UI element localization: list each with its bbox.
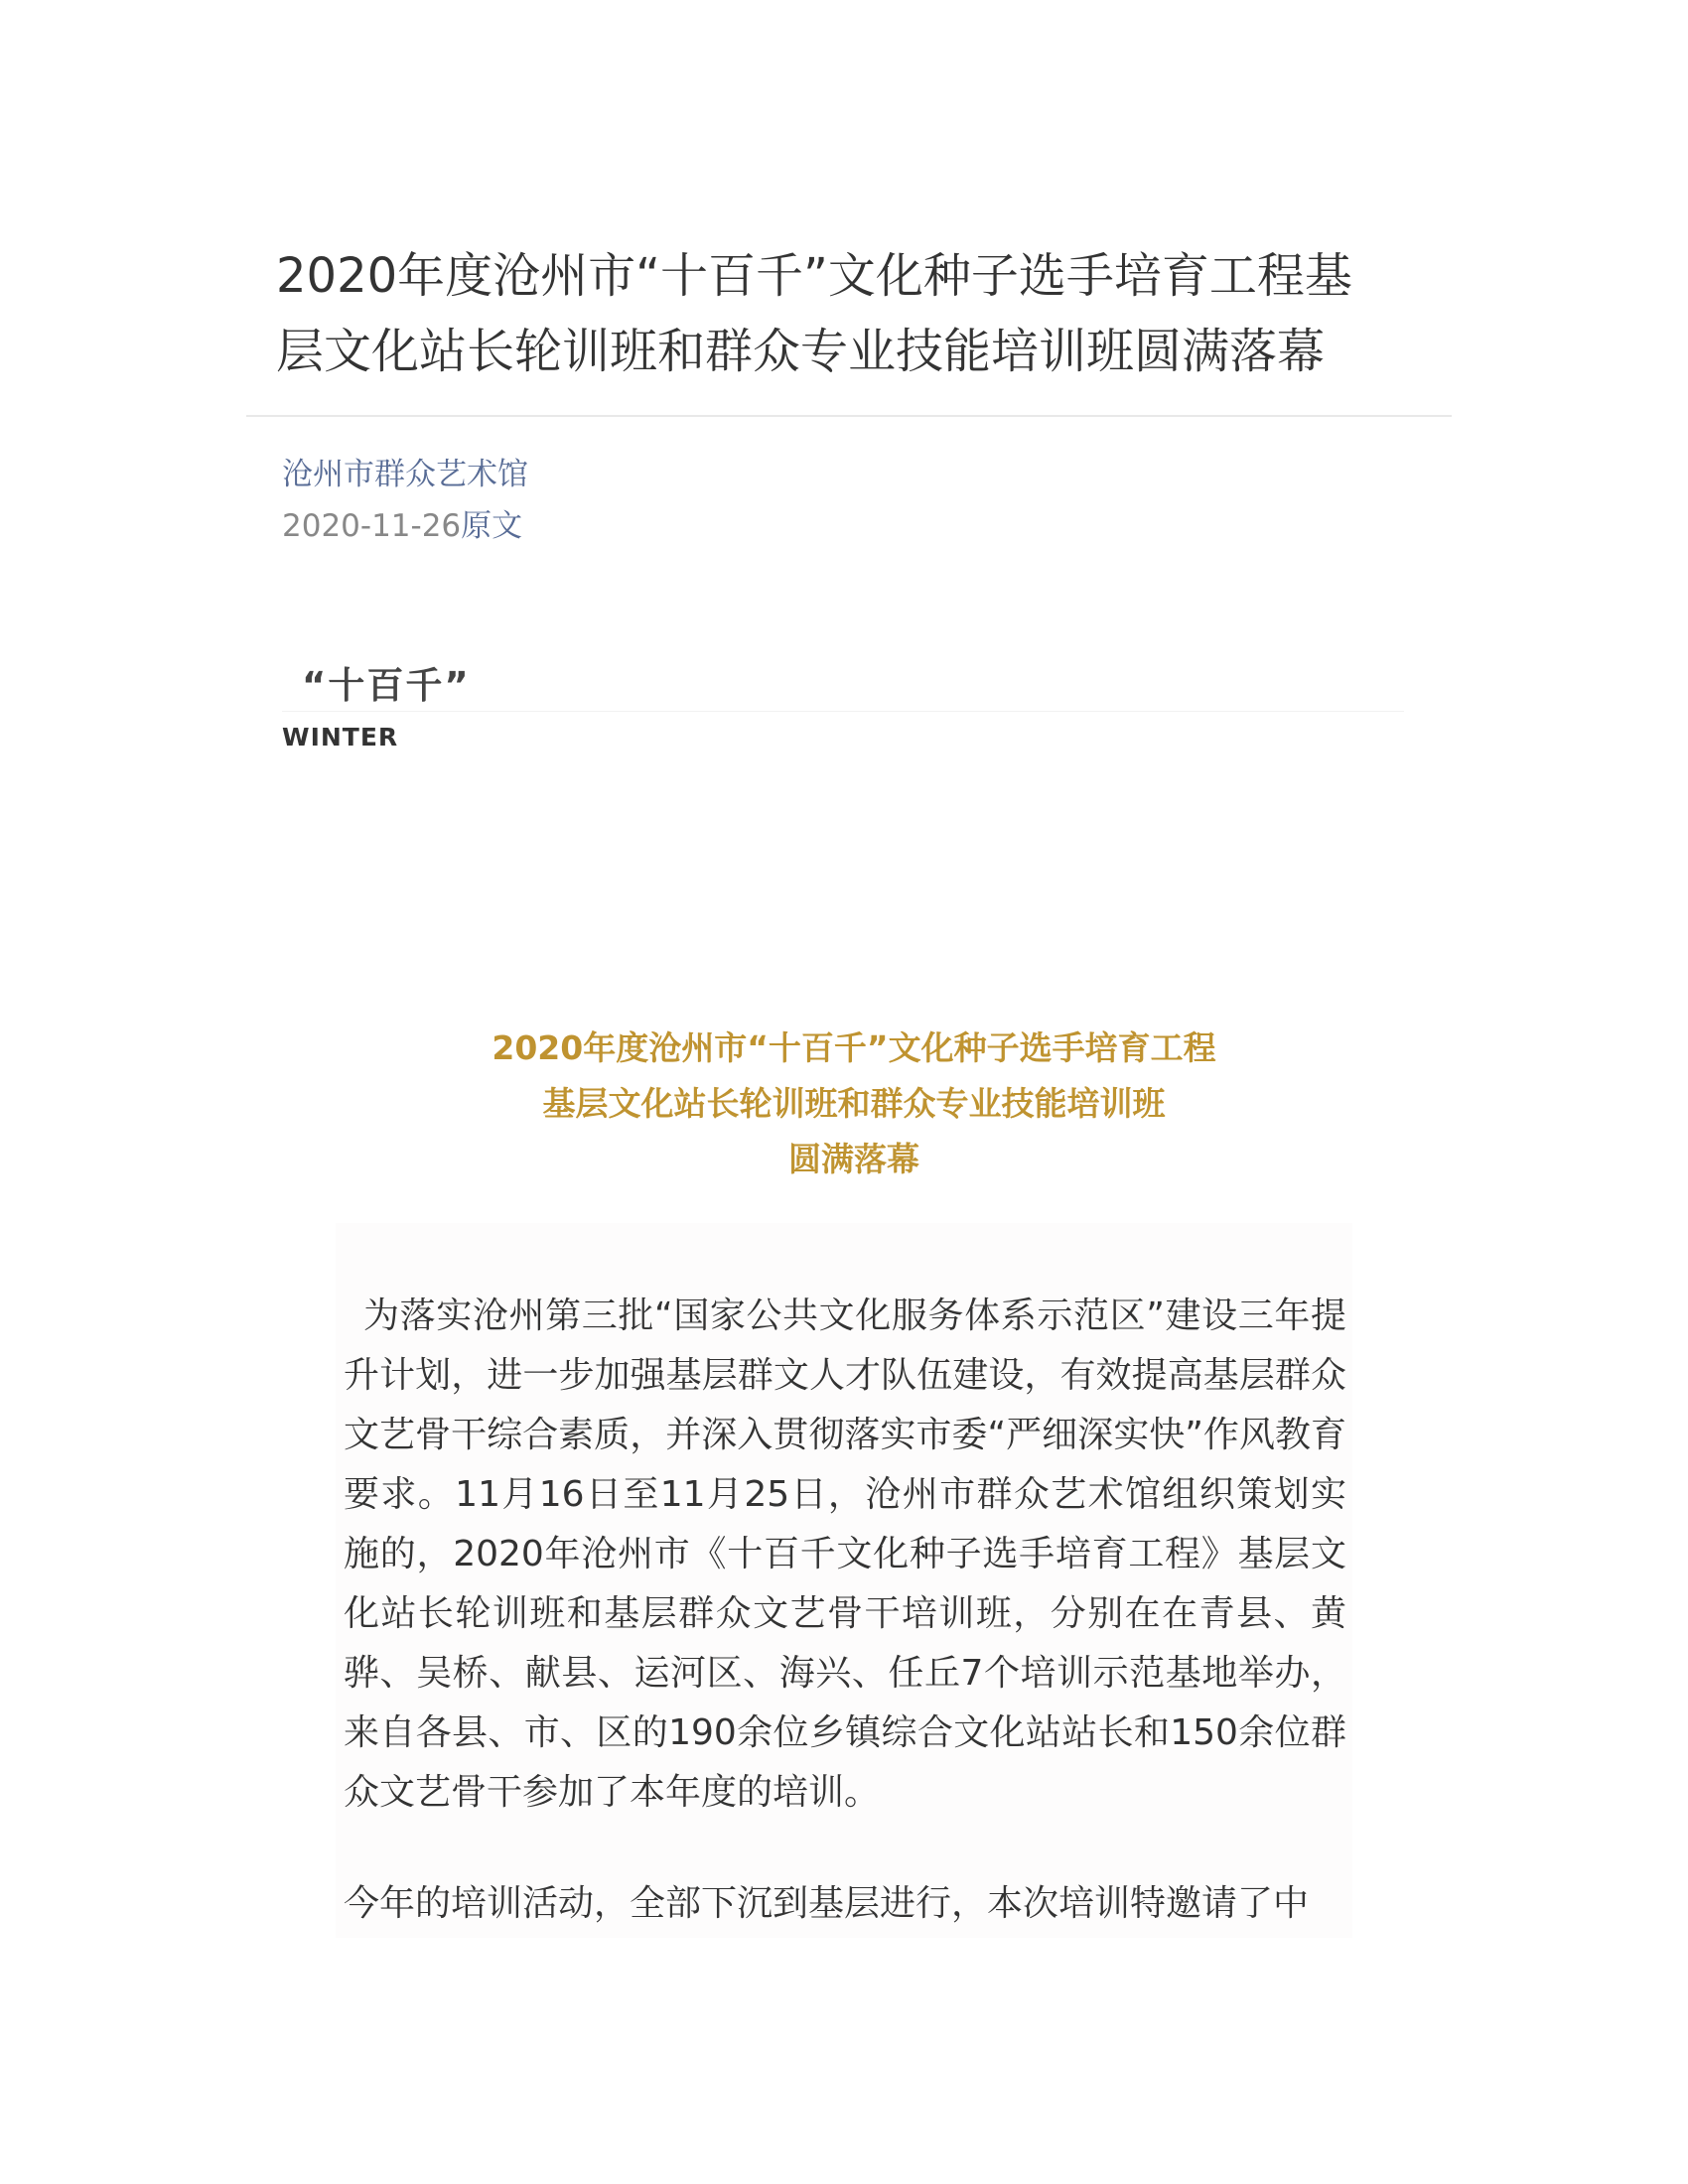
- title-block: [246, 199, 1438, 417]
- article-meta: [282, 449, 1076, 552]
- publish-date: 2020-11-26: [282, 508, 462, 544]
- tag-subtitle: WINTER: [282, 723, 399, 751]
- original-link[interactable]: 原文: [461, 508, 523, 544]
- heading-line-3: 圆满落幕: [788, 1140, 919, 1178]
- heading-line-2: 基层文化站长轮训班和群众专业技能培训班: [542, 1084, 1166, 1123]
- body-paragraph-1: 为落实沧州第三批“国家公共文化服务体系示范区”建设三年提升计划，进一步加强基层群文人才队伍建设，有效提高基层群众文艺骨干综合素质，并深入贯彻落实市委“严细深实快”作风教育要求。11月16日至11月25日，沧州市群众艺术馆组织策划实施的，2020年沧州市《十百千文化种子选手培育工程》基层文化站长轮训班和基层群众文艺骨干培训班，分别在在青县、黄骅、吴桥、献县、运河区、海兴、任丘7个培训示范基地举办，来自各县、市、区的190余位乡镇综合文化站站长和150余位群众文艺骨干参加了本年度的培训。: [344, 1296, 1346, 1813]
- meta-line: [282, 500, 1076, 552]
- article-title: 2020年度沧州市“十百千”文化种子选手培育工程基层文化站长轮训班和群众专业技能培训班圆满落幕: [276, 248, 1352, 379]
- article-heading: [298, 1021, 1410, 1187]
- account-name-link[interactable]: 沧州市群众艺术馆: [282, 457, 528, 492]
- title-divider: [246, 415, 1452, 417]
- tag-divider: [282, 711, 1404, 712]
- tag-quote: “十百千”: [302, 664, 471, 707]
- section-tag: [282, 655, 1404, 784]
- body-paragraph-2: 今年的培训活动，全部下沉到基层进行，本次培训特邀请了中: [344, 1883, 1310, 1924]
- heading-line-1: 2020年度沧州市“十百千”文化种子选手培育工程: [492, 1028, 1216, 1067]
